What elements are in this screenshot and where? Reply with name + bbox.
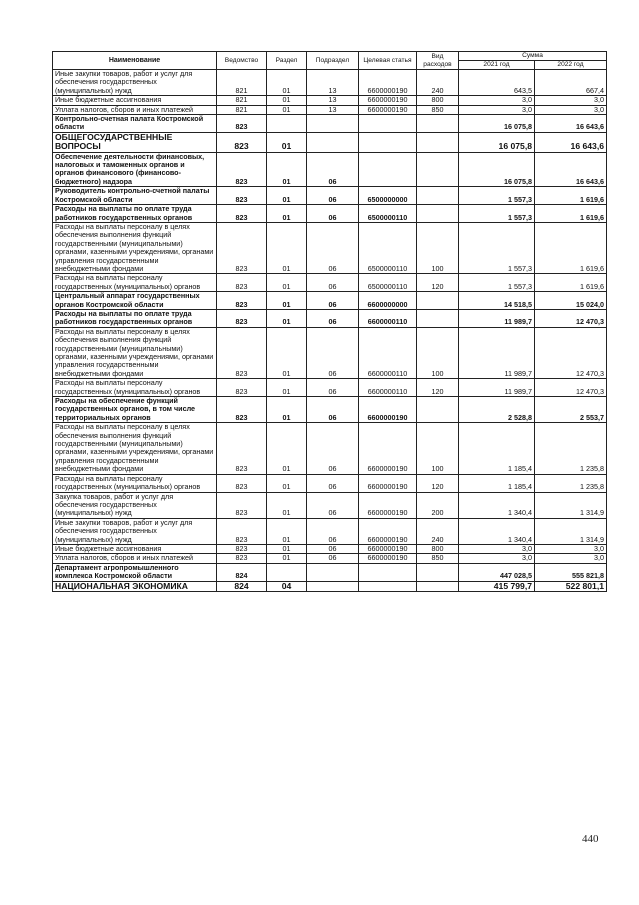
table-row <box>53 518 607 544</box>
budget-table <box>52 51 607 592</box>
cell-vedomstvo: 823 <box>217 292 267 310</box>
cell-razdel: 01 <box>267 554 307 563</box>
cell-vedomstvo: 823 <box>217 492 267 518</box>
cell-2022: 16 643,6 <box>535 132 607 152</box>
cell-podrazdel: 06 <box>307 397 359 423</box>
cell-2022: 522 801,1 <box>535 581 607 591</box>
cell-podrazdel: 06 <box>307 187 359 205</box>
cell-vedomstvo: 823 <box>217 309 267 327</box>
table-row <box>53 554 607 563</box>
cell-2022: 12 470,3 <box>535 327 607 378</box>
table-row <box>53 292 607 310</box>
cell-vid: 850 <box>417 105 459 114</box>
cell-tselevaya: 6600000190 <box>359 518 417 544</box>
cell-razdel: 01 <box>267 327 307 378</box>
table-row <box>53 492 607 518</box>
table-header <box>53 52 607 70</box>
cell-razdel: 01 <box>267 205 307 223</box>
cell-2021: 11 989,7 <box>459 309 535 327</box>
cell-tselevaya: 6600000190 <box>359 544 417 553</box>
cell-vedomstvo: 823 <box>217 397 267 423</box>
cell-vedomstvo: 821 <box>217 105 267 114</box>
cell-tselevaya: 6500000000 <box>359 187 417 205</box>
cell-2021: 16 075,8 <box>459 115 535 133</box>
cell-2021: 1 340,4 <box>459 492 535 518</box>
cell-tselevaya: 6600000190 <box>359 492 417 518</box>
cell-vid <box>417 132 459 152</box>
cell-vid: 200 <box>417 492 459 518</box>
cell-tselevaya <box>359 581 417 591</box>
page-number: 440 <box>582 833 599 845</box>
header-name: Наименование <box>53 52 217 70</box>
table-row <box>53 309 607 327</box>
cell-vedomstvo: 823 <box>217 115 267 133</box>
cell-vid <box>417 187 459 205</box>
table-row <box>53 581 607 591</box>
table-row <box>53 115 607 133</box>
cell-2022: 1 235,8 <box>535 423 607 474</box>
cell-podrazdel: 13 <box>307 70 359 96</box>
cell-2022: 1 619,6 <box>535 205 607 223</box>
cell-podrazdel <box>307 132 359 152</box>
cell-vid: 120 <box>417 274 459 292</box>
cell-2022: 15 024,0 <box>535 292 607 310</box>
cell-name: Иные закупки товаров, работ и услуг для обеспечения государственных (муниципальных) нужд <box>53 70 217 96</box>
cell-name: НАЦИОНАЛЬНАЯ ЭКОНОМИКА <box>53 581 217 591</box>
cell-2021: 3,0 <box>459 105 535 114</box>
cell-razdel: 01 <box>267 309 307 327</box>
header-podrazdel: Подраздел <box>307 52 359 70</box>
cell-vedomstvo: 823 <box>217 518 267 544</box>
cell-razdel: 01 <box>267 132 307 152</box>
cell-vid <box>417 205 459 223</box>
cell-tselevaya: 6600000190 <box>359 96 417 105</box>
cell-2021: 415 799,7 <box>459 581 535 591</box>
cell-vid <box>417 309 459 327</box>
table-row <box>53 152 607 187</box>
cell-razdel: 01 <box>267 474 307 492</box>
cell-tselevaya: 6600000190 <box>359 474 417 492</box>
cell-2022: 555 821,8 <box>535 563 607 581</box>
cell-razdel: 01 <box>267 70 307 96</box>
cell-podrazdel: 06 <box>307 474 359 492</box>
cell-vid <box>417 292 459 310</box>
cell-tselevaya <box>359 563 417 581</box>
cell-tselevaya: 6600000190 <box>359 105 417 114</box>
table-row <box>53 563 607 581</box>
cell-tselevaya <box>359 115 417 133</box>
cell-2022: 1 314,9 <box>535 518 607 544</box>
cell-tselevaya: 6500000110 <box>359 222 417 273</box>
cell-2021: 16 075,8 <box>459 132 535 152</box>
cell-tselevaya: 6600000190 <box>359 397 417 423</box>
cell-tselevaya: 6600000110 <box>359 309 417 327</box>
cell-tselevaya <box>359 152 417 187</box>
cell-podrazdel: 06 <box>307 423 359 474</box>
cell-vedomstvo: 821 <box>217 70 267 96</box>
cell-name: Расходы на выплаты по оплате труда работников государственных органов <box>53 205 217 223</box>
cell-2021: 11 989,7 <box>459 327 535 378</box>
cell-2022: 667,4 <box>535 70 607 96</box>
cell-podrazdel: 06 <box>307 152 359 187</box>
cell-name: ОБЩЕГОСУДАРСТВЕННЫЕ ВОПРОСЫ <box>53 132 217 152</box>
cell-razdel: 01 <box>267 292 307 310</box>
cell-vedomstvo: 824 <box>217 581 267 591</box>
cell-name: Расходы на выплаты персоналу в целях обеспечения выполнения функций государственными (муниципальными) органами, казенными учреждениями, органами управления государственными внебюджетными фондами <box>53 423 217 474</box>
cell-vid: 800 <box>417 544 459 553</box>
cell-razdel: 01 <box>267 492 307 518</box>
cell-vid <box>417 115 459 133</box>
cell-2021: 11 989,7 <box>459 379 535 397</box>
cell-vedomstvo: 823 <box>217 474 267 492</box>
cell-podrazdel: 13 <box>307 96 359 105</box>
cell-vid: 100 <box>417 222 459 273</box>
cell-vid <box>417 152 459 187</box>
cell-name: Расходы на выплаты персоналу в целях обеспечения выполнения функций государственными (муниципальными) органами, казенными учреждениями, органами управления государственными внебюджетными фондами <box>53 222 217 273</box>
table-row <box>53 205 607 223</box>
cell-tselevaya: 6500000110 <box>359 274 417 292</box>
cell-vid: 100 <box>417 423 459 474</box>
cell-razdel: 01 <box>267 397 307 423</box>
cell-tselevaya: 6600000110 <box>359 379 417 397</box>
cell-tselevaya: 6500000110 <box>359 205 417 223</box>
cell-name: Контрольно-счетная палата Костромской области <box>53 115 217 133</box>
cell-vedomstvo: 823 <box>217 327 267 378</box>
cell-vedomstvo: 823 <box>217 132 267 152</box>
cell-name: Расходы на выплаты персоналу в целях обеспечения выполнения функций государственными (муниципальными) органами, казенными учреждениями, органами управления государственными внебюджетными фондами <box>53 327 217 378</box>
cell-2021: 1 340,4 <box>459 518 535 544</box>
cell-2022: 1 619,6 <box>535 274 607 292</box>
cell-razdel: 01 <box>267 379 307 397</box>
table-row <box>53 132 607 152</box>
cell-name: Расходы на выплаты по оплате труда работников государственных органов <box>53 309 217 327</box>
cell-tselevaya: 6600000190 <box>359 70 417 96</box>
cell-vedomstvo: 823 <box>217 205 267 223</box>
cell-2021: 14 518,5 <box>459 292 535 310</box>
cell-name: Иные бюджетные ассигнования <box>53 544 217 553</box>
cell-podrazdel: 06 <box>307 327 359 378</box>
cell-2021: 643,5 <box>459 70 535 96</box>
cell-name: Уплата налогов, сборов и иных платежей <box>53 554 217 563</box>
cell-vid: 120 <box>417 379 459 397</box>
cell-2022: 2 553,7 <box>535 397 607 423</box>
cell-vid: 800 <box>417 96 459 105</box>
table-row <box>53 379 607 397</box>
cell-razdel: 01 <box>267 152 307 187</box>
table-row <box>53 187 607 205</box>
cell-name: Иные бюджетные ассигнования <box>53 96 217 105</box>
cell-2022: 1 314,9 <box>535 492 607 518</box>
cell-2022: 16 643,6 <box>535 115 607 133</box>
cell-2021: 3,0 <box>459 554 535 563</box>
cell-tselevaya: 6600000110 <box>359 327 417 378</box>
cell-2021: 1 557,3 <box>459 187 535 205</box>
cell-2021: 16 075,8 <box>459 152 535 187</box>
cell-2021: 1 557,3 <box>459 205 535 223</box>
cell-razdel: 01 <box>267 274 307 292</box>
cell-razdel: 01 <box>267 423 307 474</box>
table-row <box>53 397 607 423</box>
cell-name: Департамент агропромышленного комплекса Костромской области <box>53 563 217 581</box>
cell-tselevaya: 6600000190 <box>359 554 417 563</box>
cell-2022: 3,0 <box>535 96 607 105</box>
cell-vedomstvo: 823 <box>217 554 267 563</box>
cell-podrazdel <box>307 115 359 133</box>
cell-podrazdel: 06 <box>307 205 359 223</box>
cell-razdel: 01 <box>267 544 307 553</box>
cell-name: Расходы на выплаты персоналу государственных (муниципальных) органов <box>53 474 217 492</box>
cell-vedomstvo: 823 <box>217 423 267 474</box>
cell-2021: 1 557,3 <box>459 222 535 273</box>
table-row <box>53 70 607 96</box>
cell-razdel: 01 <box>267 222 307 273</box>
cell-2022: 3,0 <box>535 554 607 563</box>
cell-2021: 3,0 <box>459 96 535 105</box>
cell-2021: 2 528,8 <box>459 397 535 423</box>
header-razdel: Раздел <box>267 52 307 70</box>
cell-2021: 447 028,5 <box>459 563 535 581</box>
table-body <box>53 70 607 592</box>
table-row <box>53 544 607 553</box>
header-vid: Вид расходов <box>417 52 459 70</box>
cell-name: Расходы на выплаты персоналу государственных (муниципальных) органов <box>53 274 217 292</box>
cell-name: Закупка товаров, работ и услуг для обеспечения государственных (муниципальных) нужд <box>53 492 217 518</box>
cell-2022: 12 470,3 <box>535 309 607 327</box>
cell-2021: 1 557,3 <box>459 274 535 292</box>
cell-podrazdel: 06 <box>307 554 359 563</box>
cell-podrazdel: 06 <box>307 222 359 273</box>
table-row <box>53 474 607 492</box>
cell-vid <box>417 581 459 591</box>
cell-podrazdel: 06 <box>307 309 359 327</box>
cell-2022: 3,0 <box>535 105 607 114</box>
cell-vid: 240 <box>417 70 459 96</box>
cell-podrazdel: 06 <box>307 292 359 310</box>
cell-2021: 1 185,4 <box>459 423 535 474</box>
cell-razdel: 01 <box>267 518 307 544</box>
cell-podrazdel: 06 <box>307 379 359 397</box>
table-row <box>53 327 607 378</box>
cell-podrazdel <box>307 563 359 581</box>
cell-2022: 3,0 <box>535 544 607 553</box>
cell-2022: 1 619,6 <box>535 222 607 273</box>
cell-2022: 12 470,3 <box>535 379 607 397</box>
cell-vedomstvo: 824 <box>217 563 267 581</box>
cell-razdel: 04 <box>267 581 307 591</box>
cell-razdel: 01 <box>267 96 307 105</box>
table-row <box>53 222 607 273</box>
cell-vedomstvo: 823 <box>217 187 267 205</box>
cell-razdel <box>267 563 307 581</box>
cell-vid: 850 <box>417 554 459 563</box>
cell-name: Расходы на выплаты персоналу государственных (муниципальных) органов <box>53 379 217 397</box>
header-2021: 2021 год <box>459 61 535 70</box>
cell-name: Иные закупки товаров, работ и услуг для обеспечения государственных (муниципальных) нужд <box>53 518 217 544</box>
cell-razdel: 01 <box>267 187 307 205</box>
cell-razdel <box>267 115 307 133</box>
cell-vedomstvo: 823 <box>217 222 267 273</box>
cell-name: Уплата налогов, сборов и иных платежей <box>53 105 217 114</box>
header-summa: Сумма <box>459 52 607 61</box>
cell-razdel: 01 <box>267 105 307 114</box>
cell-vedomstvo: 823 <box>217 544 267 553</box>
cell-vid <box>417 397 459 423</box>
cell-vedomstvo: 823 <box>217 274 267 292</box>
cell-2022: 1 235,8 <box>535 474 607 492</box>
cell-2022: 16 643,6 <box>535 152 607 187</box>
cell-podrazdel: 06 <box>307 492 359 518</box>
cell-vedomstvo: 821 <box>217 96 267 105</box>
cell-name: Расходы на обеспечение функций государственных органов, в том числе территориальных органов <box>53 397 217 423</box>
table-row <box>53 423 607 474</box>
header-tselevaya: Целевая статья <box>359 52 417 70</box>
cell-vid <box>417 563 459 581</box>
table-row <box>53 274 607 292</box>
cell-podrazdel: 13 <box>307 105 359 114</box>
cell-2021: 3,0 <box>459 544 535 553</box>
cell-vid: 120 <box>417 474 459 492</box>
table-row <box>53 96 607 105</box>
header-2022: 2022 год <box>535 61 607 70</box>
cell-tselevaya: 6600000000 <box>359 292 417 310</box>
cell-podrazdel <box>307 581 359 591</box>
cell-2022: 1 619,6 <box>535 187 607 205</box>
cell-podrazdel: 06 <box>307 518 359 544</box>
cell-vedomstvo: 823 <box>217 379 267 397</box>
cell-name: Центральный аппарат государственных органов Костромской области <box>53 292 217 310</box>
header-vedomstvo: Ведомство <box>217 52 267 70</box>
cell-podrazdel: 06 <box>307 544 359 553</box>
cell-vid: 240 <box>417 518 459 544</box>
table-row <box>53 105 607 114</box>
cell-vid: 100 <box>417 327 459 378</box>
cell-tselevaya: 6600000190 <box>359 423 417 474</box>
cell-name: Обеспечение деятельности финансовых, налоговых и таможенных органов и органов финансового (финансово-бюджетного) надзора <box>53 152 217 187</box>
cell-vedomstvo: 823 <box>217 152 267 187</box>
cell-tselevaya <box>359 132 417 152</box>
cell-podrazdel: 06 <box>307 274 359 292</box>
cell-2021: 1 185,4 <box>459 474 535 492</box>
cell-name: Руководитель контрольно-счетной палаты Костромской области <box>53 187 217 205</box>
